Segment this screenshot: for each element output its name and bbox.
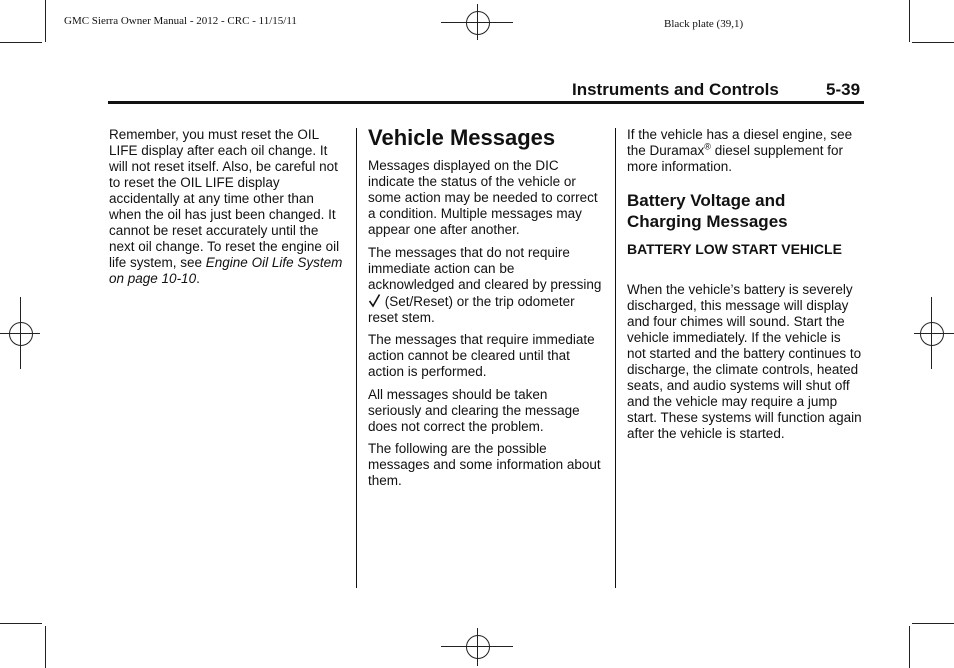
column-divider (356, 128, 357, 588)
column-1 (109, 127, 345, 294)
print-header-left: GMC Sierra Owner Manual - 2012 - CRC - 11/15/11 (64, 15, 297, 27)
checkmark-icon (368, 293, 381, 308)
paragraph: The following are the possible messages and some information about them. (368, 441, 601, 488)
running-header-section: Instruments and Controls (572, 80, 779, 99)
message-heading: BATTERY LOW START VEHICLE (627, 241, 842, 257)
paragraph: The messages that require immediate action cannot be cleared until that action is performed. (368, 332, 595, 379)
column-3-intro (627, 127, 863, 182)
crop-mark (909, 0, 910, 42)
paragraph: Messages displayed on the DIC indicate the status of the vehicle or some action may be needed to correct a condition. Multiple messages may appear one after another. (368, 158, 598, 237)
crop-mark (0, 42, 42, 43)
crop-mark (0, 623, 42, 624)
subsection-heading: Battery Voltage and Charging Messages (627, 191, 788, 231)
column-3-body (627, 282, 863, 449)
print-header-right: Black plate (39,1) (664, 18, 744, 30)
crop-mark (909, 626, 910, 668)
paragraph: If the vehicle has a diesel engine, see the Duramax® diesel supplement for more information. (627, 127, 853, 174)
crop-mark (912, 623, 954, 624)
crop-mark (45, 0, 46, 42)
crop-mark (45, 626, 46, 668)
paragraph: When the vehicle’s battery is severely discharged, this message will display and four chimes will sound. Start the vehicle immediately. If the vehicle is not started and the battery continues to discharge, the climate controls, heated seats, and audio systems will shut off and the vehicle may require a jump start. These systems will function again after the vehicle is started. (627, 282, 862, 441)
section-heading: Vehicle Messages (368, 125, 556, 150)
header-rule (108, 101, 864, 104)
crop-mark (912, 42, 954, 43)
oil-life-paragraph: Remember, you must reset the OIL LIFE display after each oil change. It will not reset itself. Also, be careful not to reset the OIL LIFE display accidentally at any time other than when the oil has just been changed. It cannot be reset accurately until the next oil change. To reset the engine oil life system, see Engine Oil Life System on page 10-10. (109, 127, 343, 286)
column-2 (368, 158, 604, 496)
paragraph: The messages that do not require immediate action can be acknowledged and cleared by pressing (Set/Reset) or the trip odometer reset stem. (368, 244, 602, 325)
paragraph: All messages should be taken seriously and clearing the message does not correct the problem. (368, 386, 580, 434)
running-header-page-number: 5-39 (826, 80, 861, 99)
registered-mark: ® (704, 141, 711, 152)
cross-reference-link[interactable]: Engine Oil Life System on page 10-10 (109, 255, 343, 286)
column-divider (615, 128, 616, 588)
